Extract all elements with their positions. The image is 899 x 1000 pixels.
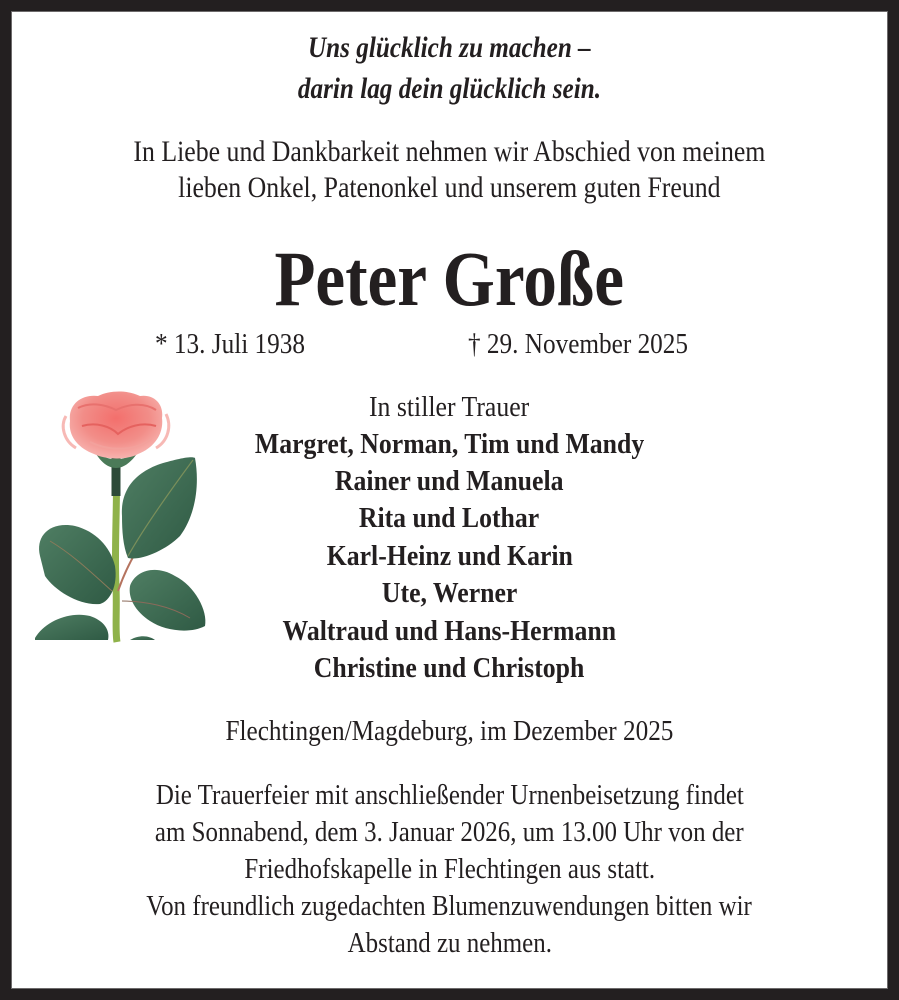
funeral-notice-line-3: Friedhofskapelle in Flechtingen aus statt. bbox=[244, 853, 655, 885]
funeral-notice-line-2: am Sonnabend, dem 3. Januar 2026, um 13.00 Uhr von der bbox=[155, 816, 744, 848]
death-date: † 29. November 2025 bbox=[468, 328, 689, 360]
place-date: Flechtingen/Magdeburg, im Dezember 2025 bbox=[225, 715, 674, 747]
mourner-line: Margret, Norman, Tim und Mandy bbox=[254, 429, 645, 460]
birth-date: * 13. Juli 1938 bbox=[155, 328, 305, 360]
intro-line-2: lieben Onkel, Patenonkel und unserem guten Freund bbox=[178, 171, 721, 204]
deceased-name: Peter Große bbox=[274, 235, 625, 322]
motto-line-2: darin lag dein glücklich sein. bbox=[297, 72, 602, 105]
mourner-line: Rainer und Manuela bbox=[335, 466, 564, 497]
intro-line-1: In Liebe und Dankbarkeit nehmen wir Abschied von meinem bbox=[133, 135, 766, 168]
mourner-line: Rita und Lothar bbox=[359, 503, 540, 534]
mourners-heading: In stiller Trauer bbox=[369, 392, 530, 423]
funeral-notice-line-4: Von freundlich zugedachten Blumenzuwendungen bitten wir bbox=[146, 890, 753, 922]
mourner-line: Ute, Werner bbox=[381, 578, 518, 609]
funeral-notice-line-5: Abstand zu nehmen. bbox=[347, 927, 552, 959]
motto-line-1: Uns glücklich zu machen – bbox=[308, 31, 591, 64]
mourner-line: Waltraud und Hans-Hermann bbox=[282, 616, 617, 647]
mourner-line: Christine und Christoph bbox=[314, 653, 585, 684]
funeral-notice-line-1: Die Trauerfeier mit anschließender Urnenbeisetzung findet bbox=[155, 779, 744, 811]
mourner-line: Karl-Heinz und Karin bbox=[326, 541, 573, 572]
